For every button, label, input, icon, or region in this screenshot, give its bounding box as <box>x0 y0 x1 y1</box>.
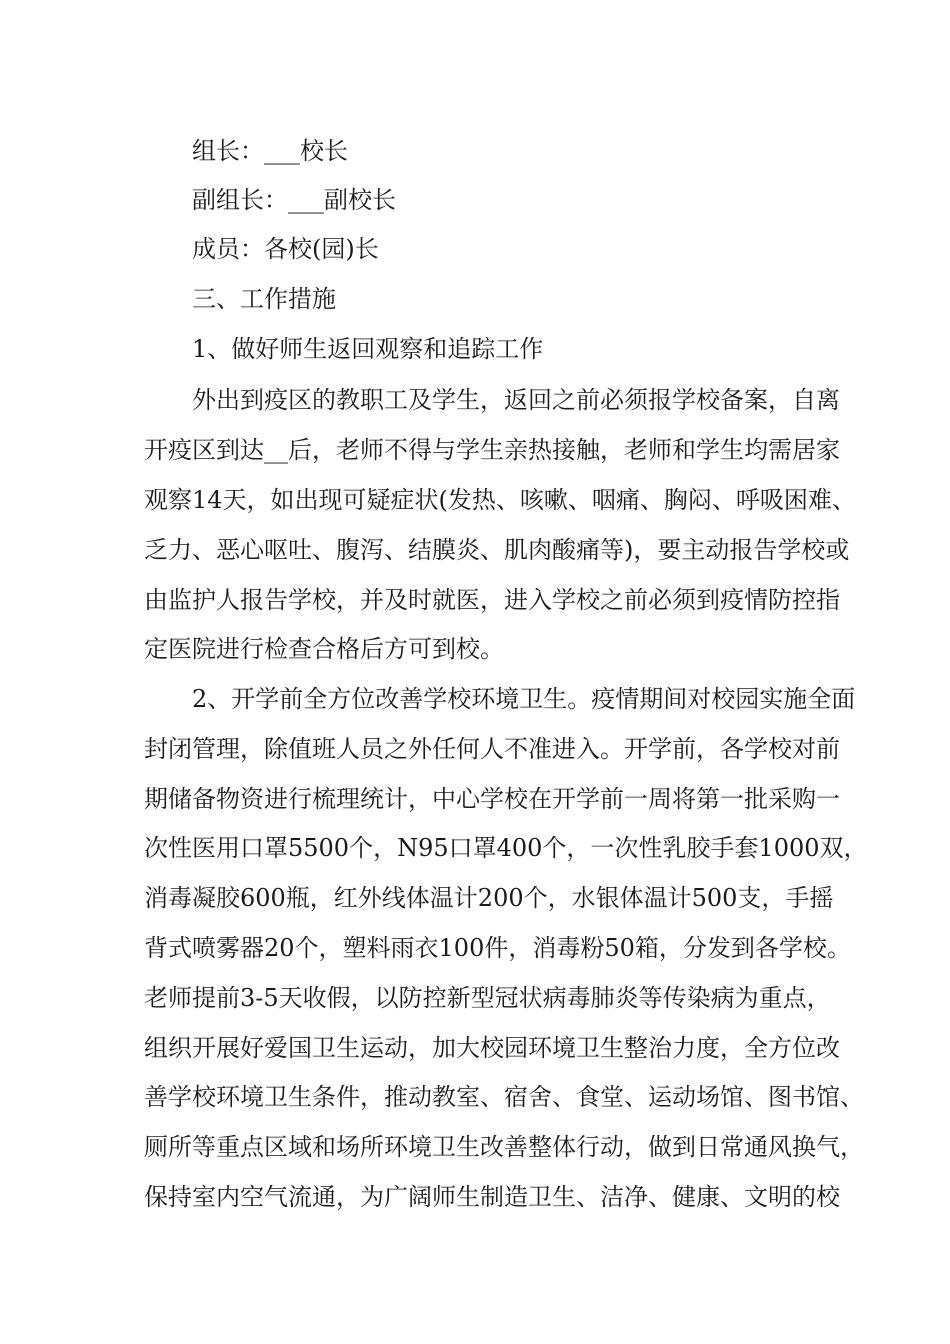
paragraph-2-line: 封闭管理，除值班人员之外任何人不准进入。开学前，各学校对前 <box>144 735 840 763</box>
paragraph-2-line: 厕所等重点区域和场所环境卫生改善整体行动，做到日常通风换气， <box>144 1133 864 1161</box>
paragraph-1-line: 定医院进行检查合格后方可到校。 <box>144 635 504 663</box>
paragraph-2-line: 次性医用口罩5500个，N95口罩400个，一次性乳胶手套1000双， <box>144 834 868 862</box>
paragraph-2-line: 善学校环境卫生条件，推动教室、宿舍、食堂、运动场馆、图书馆、 <box>144 1083 864 1111</box>
paragraph-2-line: 消毒凝胶600瓶，红外线体温计200个，水银体温计500支，手摇 <box>144 884 834 912</box>
paragraph-1-line: 外出到疫区的教职工及学生，返回之前必须报学校备案，自离 <box>192 386 840 414</box>
members-line: 成员：各校(园)长 <box>192 235 379 263</box>
paragraph-1-line: 开疫区到达__后，老师不得与学生亲热接触，老师和学生均需居家 <box>144 436 840 464</box>
paragraph-2-line: 2、开学前全方位改善学校环境卫生。疫情期间对校园实施全面 <box>192 685 856 713</box>
item-1-heading: 1、做好师生返回观察和追踪工作 <box>192 335 544 363</box>
paragraph-2-line: 组织开展好爱国卫生运动，加大校园环境卫生整治力度，全方位改 <box>144 1034 840 1062</box>
paragraph-2-line: 期储备物资进行梳理统计，中心学校在开学前一周将第一批采购一 <box>144 785 840 813</box>
paragraph-2-line: 老师提前3-5天收假，以防控新型冠状病毒肺炎等传染病为重点， <box>144 984 831 1012</box>
deputy-leader-line: 副组长：___副校长 <box>192 186 396 214</box>
paragraph-2-line: 背式喷雾器20个，塑料雨衣100件，消毒粉50箱，分发到各学校。 <box>144 934 851 962</box>
paragraph-1-line: 乏力、恶心呕吐、腹泻、结膜炎、肌肉酸痛等)，要主动报告学校或 <box>144 536 850 564</box>
team-leader-line: 组长：___校长 <box>192 137 348 165</box>
paragraph-1-line: 观察14天，如出现可疑症状(发热、咳嗽、咽痛、胸闷、呼吸困难、 <box>144 486 856 514</box>
paragraph-2-line: 保持室内空气流通，为广阔师生制造卫生、洁净、健康、文明的校 <box>144 1183 840 1211</box>
section-heading: 三、工作措施 <box>192 285 336 313</box>
paragraph-1-line: 由监护人报告学校，并及时就医，进入学校之前必须到疫情防控指 <box>144 586 840 614</box>
